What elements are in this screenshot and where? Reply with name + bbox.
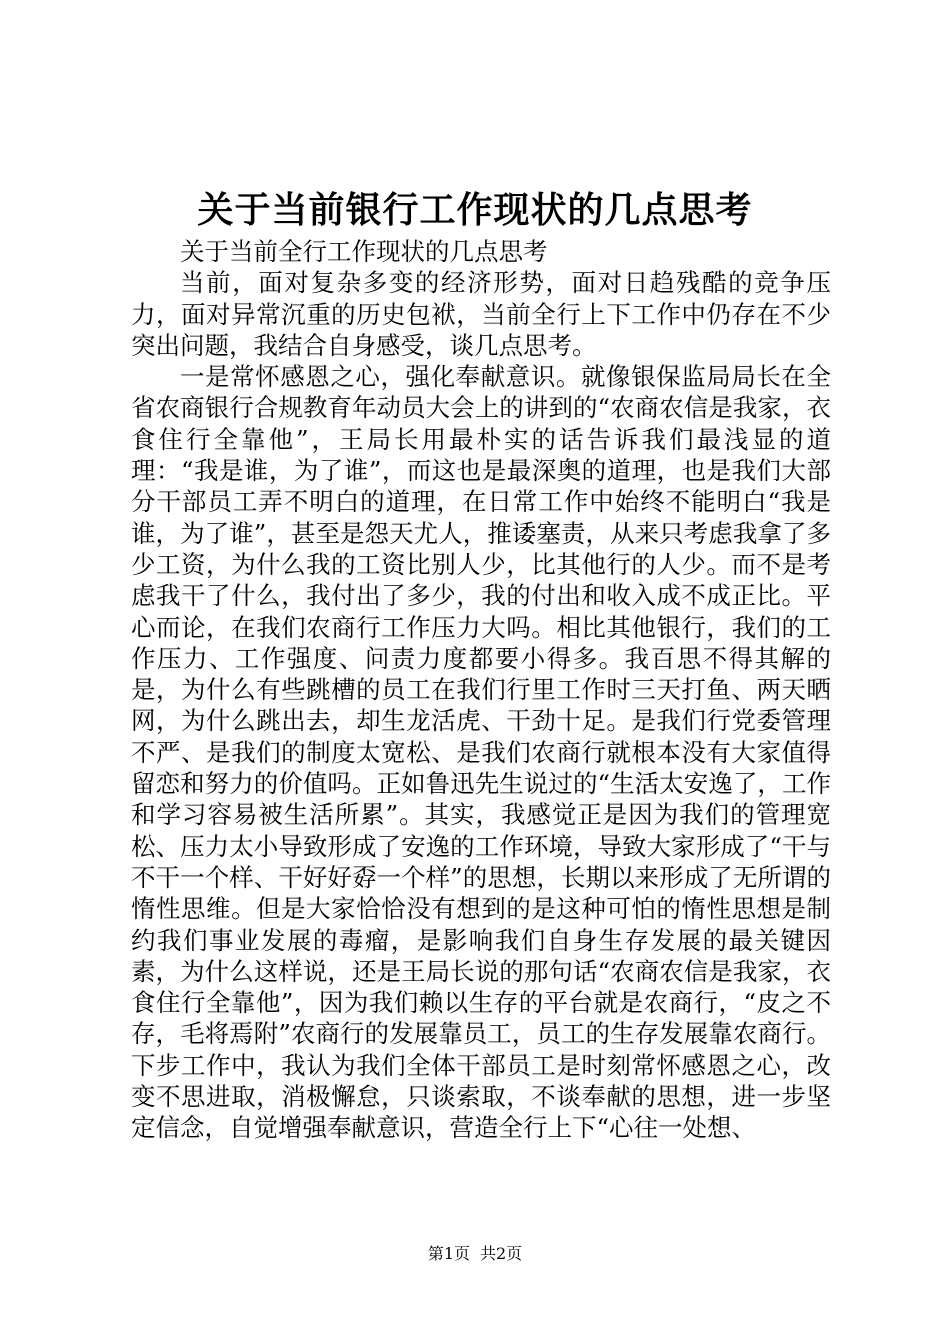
page-total: 共2页	[480, 1244, 523, 1263]
document-body	[131, 236, 831, 1144]
document-title: 关于当前银行工作现状的几点思考	[197, 189, 753, 231]
body-paragraph: 一是常怀感恩之心，强化奉献意识。就像银保监局局长在全省农商银行合规教育年动员大会上的讲到的“农商农信是我家，衣食住行全靠他”，王局长用最朴实的话告诉我们最浅显的道理：“我是谁，为了谁”，而这也是最深奥的道理，也是我们大部分干部员工弄不明白的道理，在日常工作中始终不能明白“我是谁，为了谁”，甚至是怨天尤人，推诿塞责，从来只考虑我拿了多少工资，为什么我的工资比别人少，比其他行的人少。而不是考虑我干了什么，我付出了多少，我的付出和收入成不成正比。平心而论，在我们农商行工作压力大吗。相比其他银行，我们的工作压力、工作强度、问责力度都要小得多。我百思不得其解的是，为什么有些跳槽的员工在我们行里工作时三天打鱼、两天晒网，为什么跳出去，却生龙活虎、干劲十足。是我们行党委管理不严、是我们的制度太宽松、是我们农商行就根本没有大家值得留恋和努力的价值吗。正如鲁迅先生说过的“生活太安逸了，工作和学习容易被生活所累”。其实，我感觉正是因为我们的管理宽松、压力太小导致形成了安逸的工作环境，导致大家形成了“干与不干一个样、干好好孬一个样”的思想，长期以来形成了无所谓的惰性思维。但是大家恰恰没有想到的是这种可怕的惰性思想是制约我们事业发展的毒瘤，是影响我们自身生存发展的最关键因素，为什么这样说，还是王局长说的那句话“农商农信是我家，衣食住行全靠他”，因为我们赖以生存的平台就是农商行，“皮之不存，毛将焉附”农商行的发展靠员工，员工的生存发展靠农商行。下步工作中，我认为我们全体干部员工是时刻常怀感恩之心，改变不思进取，消极懈怠，只谈索取，不谈奉献的思想，进一步坚定信念，自觉增强奉献意识，营造全行上下“心往一处想、	[131, 362, 831, 1143]
subtitle-paragraph: 关于当前全行工作现状的几点思考	[180, 237, 548, 266]
intro-paragraph: 当前，面对复杂多变的经济形势，面对日趋残酷的竞争压力，面对异常沉重的历史包袱，当前全行上下工作中仍存在不少突出问题，我结合自身感受，谈几点思考。	[131, 268, 831, 360]
page-number: 第1页	[427, 1244, 470, 1263]
page-footer	[0, 1244, 950, 1264]
